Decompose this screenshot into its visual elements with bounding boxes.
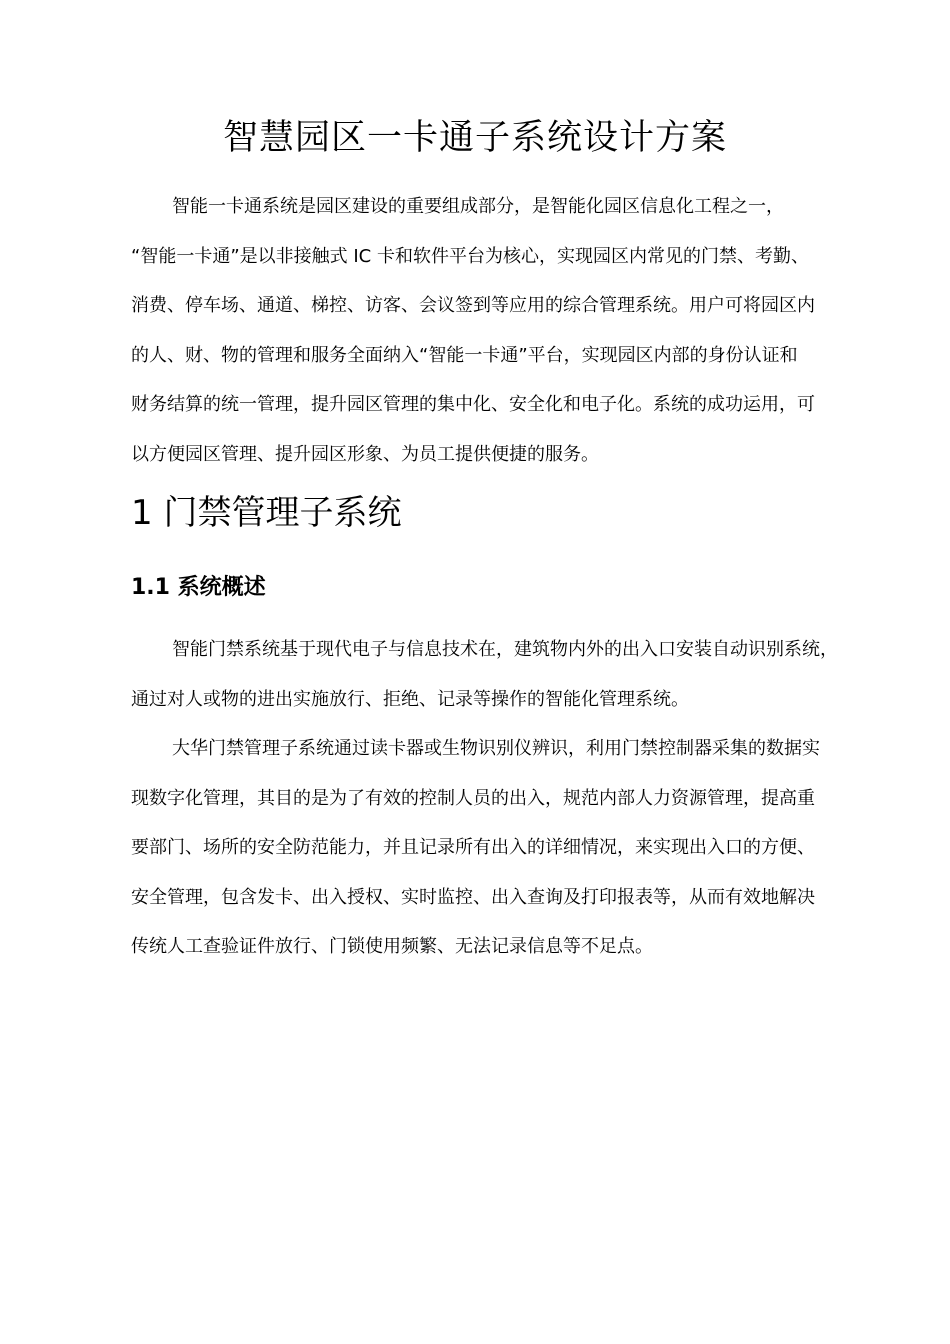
intro-line: 财务结算的统一管理，提升园区管理的集中化、安全化和电子化。系统的成功运用，可 xyxy=(131,394,815,415)
paragraph-line: 通过对人或物的进出实施放行、拒绝、记录等操作的智能化管理系统。 xyxy=(131,688,689,710)
overview-paragraph-2 xyxy=(131,724,831,972)
subsection-heading: 1.1 系统概述 xyxy=(131,575,266,600)
intro-line: 的人、财、物的管理和服务全面纳入“智能一卡通”平台，实现园区内部的身份认证和 xyxy=(131,344,798,366)
intro-paragraph xyxy=(131,182,831,479)
intro-line: 以方便园区管理、提升园区形象、为员工提供便捷的服务。 xyxy=(131,443,599,465)
document-title: 智慧园区一卡通子系统设计方案 xyxy=(222,118,727,158)
paragraph-line: 智能门禁系统基于现代电子与信息技术在，建筑物内外的出入口安装自动识别系统， xyxy=(172,639,838,660)
intro-line: 智能一卡通系统是园区建设的重要组成部分，是智能化园区信息化工程之一， xyxy=(172,196,784,217)
paragraph-line: 传统人工查验证件放行、门锁使用频繁、无法记录信息等不足点。 xyxy=(131,936,653,957)
overview-paragraph-1 xyxy=(131,625,838,724)
paragraph-line: 要部门、场所的安全防范能力，并且记录所有出入的详细情况，来实现出入口的方便、 xyxy=(131,837,815,858)
paragraph-line: 现数字化管理，其目的是为了有效的控制人员的出入，规范内部人力资源管理，提高重 xyxy=(131,787,815,809)
intro-line: “智能一卡通”是以非接触式 IC 卡和软件平台为核心，实现园区内常见的门禁、考勤、 xyxy=(131,245,809,267)
paragraph-line: 大华门禁管理子系统通过读卡器或生物识别仪辨识，利用门禁控制器采集的数据实 xyxy=(172,738,820,759)
section-heading: 1 门禁管理子系统 xyxy=(131,493,402,533)
intro-line: 消费、停车场、通道、梯控、访客、会议签到等应用的综合管理系统。用户可将园区内 xyxy=(131,295,815,316)
paragraph-line: 安全管理，包含发卡、出入授权、实时监控、出入查询及打印报表等，从而有效地解决 xyxy=(131,886,815,908)
